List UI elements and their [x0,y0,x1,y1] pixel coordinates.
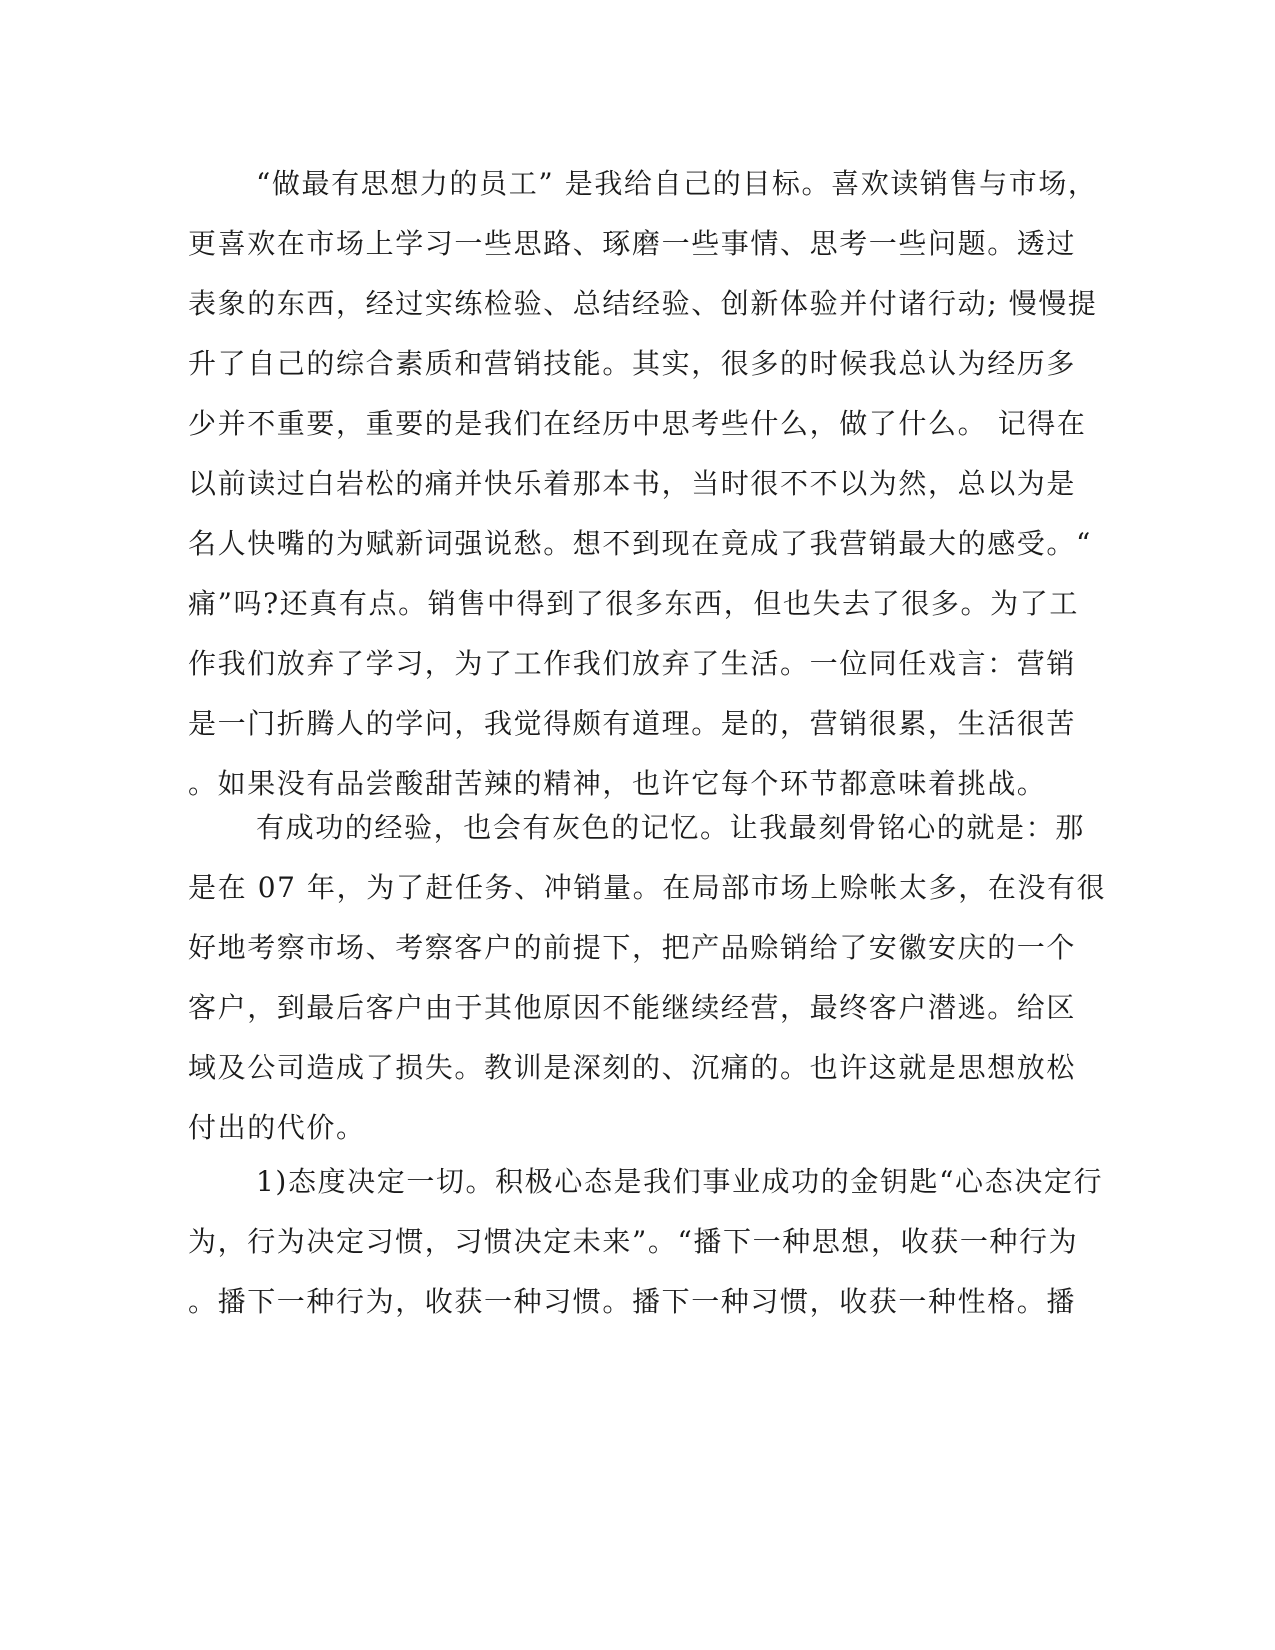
paragraph-line: 客户，到最后客户由于其他原因不能继续经营，最终客户潜逃。给区 [188,991,1077,1024]
paragraph-line: 作我们放弃了学习，为了工作我们放弃了生活。一位同任戏言：营销 [188,647,1077,680]
paragraph-line: 为，行为决定习惯，习惯决定未来”。“播下一种思想，收获一种行为 [188,1225,1079,1258]
paragraph-line: “做最有思想力的员工” 是我给自己的目标。喜欢读销售与市场， [256,167,1098,200]
paragraph-line: 1)态度决定一切。积极心态是我们事业成功的金钥匙“心态决定行 [256,1165,1104,1198]
paragraph-line: 域及公司造成了损失。教训是深刻的、沉痛的。也许这就是思想放松 [188,1051,1077,1084]
paragraph-1 [188,154,1098,814]
paragraph-line: 更喜欢在市场上学习一些思路、琢磨一些事情、思考一些问题。透过 [188,227,1077,260]
paragraph-line: 以前读过白岩松的痛并快乐着那本书，当时很不不以为然，总以为是 [188,467,1077,500]
paragraph-line: 痛”吗?还真有点。销售中得到了很多东西，但也失去了很多。为了工 [188,587,1079,620]
paragraph-line: 表象的东西，经过实练检验、总结经验、创新体验并付诸行动; 慢慢提 [188,287,1098,320]
paragraph-line: 好地考察市场、考察客户的前提下，把产品赊销给了安徽安庆的一个 [188,931,1077,964]
paragraph-line: 是在 07 年，为了赶任务、冲销量。在局部市场上赊帐太多，在没有很 [188,871,1107,904]
paragraph-line: 。播下一种行为，收获一种习惯。播下一种习惯，收获一种性格。播 [188,1285,1077,1318]
paragraph-line: 名人快嘴的为赋新词强说愁。想不到现在竟成了我营销最大的感受。“ [188,527,1092,560]
paragraph-line: 少并不重要，重要的是我们在经历中思考些什么，做了什么。 记得在 [188,407,1087,440]
paragraph-line: 是一门折腾人的学问，我觉得颇有道理。是的，营销很累，生活很苦 [188,707,1077,740]
paragraph-line: 有成功的经验，也会有灰色的记忆。让我最刻骨铭心的就是：那 [256,811,1085,844]
paragraph-line: 付出的代价。 [188,1111,366,1144]
paragraph-3 [188,1152,1104,1332]
paragraph-line: 。如果没有品尝酸甜苦辣的精神，也许它每个环节都意味着挑战。 [188,767,1047,800]
paragraph-2 [188,798,1107,1158]
paragraph-line: 升了自己的综合素质和营销技能。其实，很多的时候我总认为经历多 [188,347,1077,380]
